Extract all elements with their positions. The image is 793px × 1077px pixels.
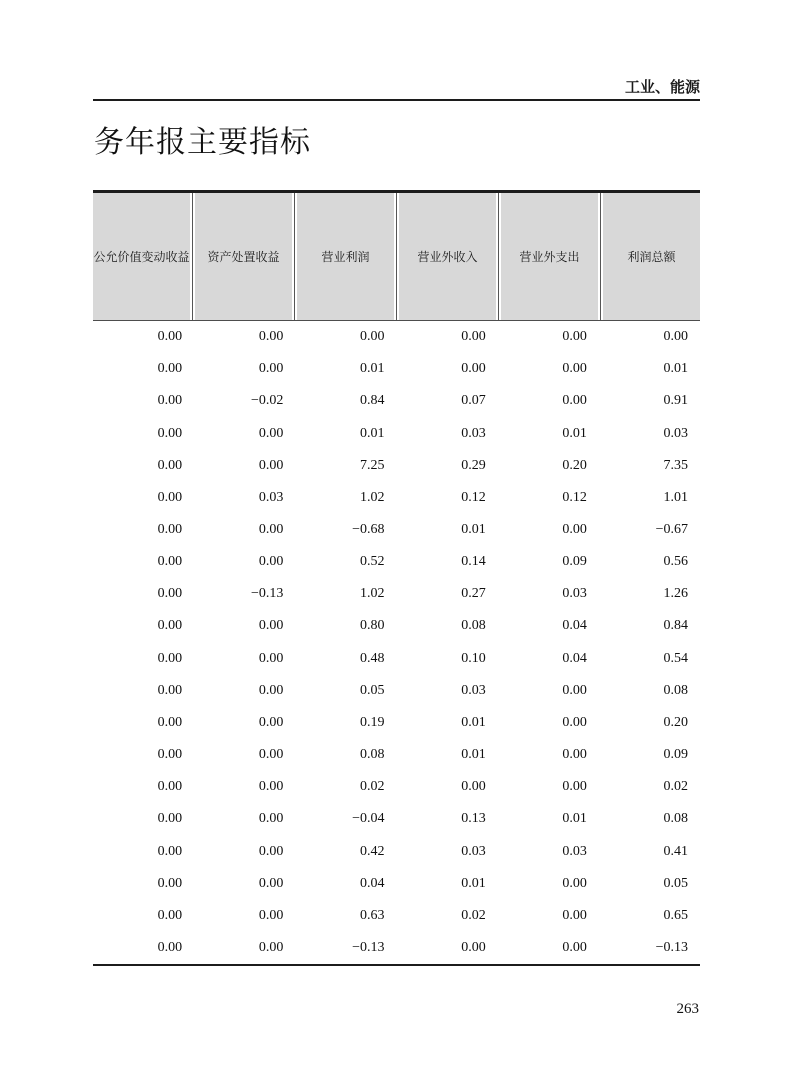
table-cell: 0.48: [360, 650, 385, 666]
table-cell: 0.00: [157, 618, 183, 634]
table-row: [93, 321, 700, 353]
table-row: [93, 514, 700, 546]
table-cell: 0.19: [360, 714, 385, 730]
table-cell: 0.00: [258, 457, 284, 473]
table-row: [93, 739, 700, 771]
table-cell: 0.00: [157, 329, 183, 345]
table-cell: −0.13: [655, 940, 689, 956]
table-cell: 0.00: [562, 747, 587, 763]
table-cell: 0.08: [360, 747, 385, 763]
table-cell: 0.12: [562, 489, 587, 505]
table-cell: 0.03: [461, 682, 486, 698]
table-cell: 0.00: [157, 425, 183, 441]
header-rule: [93, 99, 700, 101]
table-cell: 0.00: [258, 682, 284, 698]
table-cell: 0.00: [157, 554, 183, 570]
table-cell: 0.02: [461, 907, 486, 923]
table-cell: 1.02: [360, 489, 385, 505]
table-cell: 0.00: [562, 393, 587, 409]
table-cell: 0.42: [360, 843, 385, 859]
table-body: [93, 321, 700, 966]
table-cell: 0.00: [157, 489, 183, 505]
table-cell: 0.03: [461, 425, 486, 441]
table-cell: 0.27: [461, 586, 486, 602]
table-cell: 0.10: [461, 650, 486, 666]
table-cell: 0.02: [360, 779, 385, 795]
column-divider: [600, 193, 601, 320]
table-cell: 0.07: [461, 393, 486, 409]
table-cell: 0.00: [157, 393, 183, 409]
table-cell: 0.80: [360, 618, 385, 634]
table-cell: 0.01: [461, 875, 486, 891]
table-cell: 0.56: [663, 554, 689, 570]
column-divider: [294, 193, 295, 320]
table-cell: 0.00: [157, 361, 183, 377]
table-cell: 0.00: [157, 875, 183, 891]
table-cell: 0.00: [562, 875, 587, 891]
table-cell: 0.01: [461, 522, 486, 538]
table-cell: 0.00: [258, 843, 284, 859]
table-cell: 0.00: [258, 747, 284, 763]
table-cell: 0.65: [663, 907, 689, 923]
column-header: 营业利润: [297, 193, 394, 320]
table-cell: 0.00: [157, 747, 183, 763]
column-header: 公允价值变动收益: [93, 193, 190, 320]
table-cell: 0.13: [461, 811, 486, 827]
table-cell: 0.00: [258, 779, 284, 795]
table-cell: 0.00: [258, 329, 284, 345]
running-head: 工业、能源: [624, 79, 700, 96]
table-cell: 0.00: [258, 714, 284, 730]
indicators-table: [93, 190, 700, 966]
table-cell: 0.00: [258, 361, 284, 377]
column-divider: [192, 193, 193, 320]
table-cell: 0.00: [157, 714, 183, 730]
table-cell: 0.04: [562, 618, 587, 634]
table-row: [93, 868, 700, 900]
table-cell: 0.09: [663, 747, 689, 763]
table-cell: 0.04: [562, 650, 587, 666]
table-cell: 0.84: [663, 618, 689, 634]
table-cell: 0.00: [157, 457, 183, 473]
table-cell: 0.00: [157, 907, 183, 923]
table-cell: 0.63: [360, 907, 385, 923]
table-cell: 0.41: [663, 843, 689, 859]
table-row: [93, 385, 700, 417]
table-cell: 0.84: [360, 393, 385, 409]
table-cell: 0.00: [461, 361, 486, 377]
table-cell: 0.00: [157, 811, 183, 827]
table-cell: −0.67: [655, 522, 689, 538]
table-cell: −0.04: [352, 811, 385, 827]
table-cell: 0.00: [258, 875, 284, 891]
table-cell: 0.08: [461, 618, 486, 634]
table-cell: 0.00: [562, 714, 587, 730]
table-cell: 0.00: [157, 522, 183, 538]
table-row: [93, 643, 700, 675]
table-cell: 0.08: [663, 811, 689, 827]
table-cell: 0.00: [157, 586, 183, 602]
table-cell: −0.13: [352, 940, 385, 956]
table-cell: 0.20: [663, 714, 689, 730]
table-cell: 0.01: [461, 714, 486, 730]
table-cell: 0.03: [663, 425, 689, 441]
table-cell: 0.00: [562, 682, 587, 698]
table-cell: 0.03: [461, 843, 486, 859]
table-cell: 0.00: [258, 554, 284, 570]
table-cell: 0.29: [461, 457, 486, 473]
table-cell: 0.02: [663, 779, 689, 795]
table-cell: 0.03: [562, 843, 587, 859]
table-row: [93, 707, 700, 739]
table-cell: 7.25: [360, 457, 385, 473]
table-cell: 0.52: [360, 554, 385, 570]
table-cell: 7.35: [663, 457, 689, 473]
table-cell: 0.09: [562, 554, 587, 570]
table-cell: 0.00: [157, 650, 183, 666]
table-row: [93, 546, 700, 578]
table-cell: 0.00: [461, 779, 486, 795]
table-cell: −0.13: [250, 586, 284, 602]
table-cell: 0.14: [461, 554, 486, 570]
column-header: 营业外支出: [501, 193, 598, 320]
table-row: [93, 675, 700, 707]
column-header: 资产处置收益: [195, 193, 292, 320]
table-row: [93, 417, 700, 449]
table-row: [93, 771, 700, 803]
table-cell: 0.04: [360, 875, 385, 891]
page-title: 务年报主要指标: [94, 126, 311, 159]
column-divider: [396, 193, 397, 320]
table-cell: 0.00: [258, 522, 284, 538]
table-cell: 0.00: [461, 329, 486, 345]
table-cell: 0.08: [663, 682, 689, 698]
table-row: [93, 803, 700, 835]
table-cell: 0.01: [562, 425, 587, 441]
table-row: [93, 578, 700, 610]
table-cell: −0.02: [250, 393, 284, 409]
table-cell: 0.01: [562, 811, 587, 827]
table-cell: 0.20: [562, 457, 587, 473]
table-cell: 0.03: [562, 586, 587, 602]
table-cell: 0.00: [562, 907, 587, 923]
table-cell: 0.00: [258, 425, 284, 441]
table-row: [93, 482, 700, 514]
column-header: 营业外收入: [399, 193, 496, 320]
table-cell: 0.00: [157, 682, 183, 698]
table-cell: 0.05: [360, 682, 385, 698]
table-cell: 0.03: [258, 489, 284, 505]
table-cell: 0.00: [157, 940, 183, 956]
table-row: [93, 900, 700, 932]
table-cell: 0.00: [258, 907, 284, 923]
table-cell: 0.01: [461, 747, 486, 763]
table-cell: 1.01: [663, 489, 689, 505]
table-cell: 0.00: [258, 811, 284, 827]
table-cell: 0.00: [258, 618, 284, 634]
table-cell: 0.01: [360, 425, 385, 441]
table-row: [93, 450, 700, 482]
table-cell: 0.00: [258, 650, 284, 666]
table-cell: 0.00: [157, 843, 183, 859]
table-cell: −0.68: [352, 522, 385, 538]
table-row: [93, 610, 700, 642]
table-cell: 1.26: [663, 586, 689, 602]
table-cell: 0.00: [360, 329, 385, 345]
table-cell: 0.54: [663, 650, 689, 666]
column-header: 利润总额: [603, 193, 700, 320]
table-cell: 0.00: [258, 940, 284, 956]
table-row: [93, 932, 700, 964]
page-number: 263: [676, 1001, 699, 1017]
table-header-row: [93, 190, 700, 321]
table-cell: 0.00: [562, 940, 587, 956]
table-cell: 1.02: [360, 586, 385, 602]
table-cell: 0.12: [461, 489, 486, 505]
table-cell: 0.00: [562, 329, 587, 345]
table-cell: 0.01: [663, 361, 689, 377]
table-row: [93, 353, 700, 385]
table-cell: 0.00: [562, 522, 587, 538]
table-cell: 0.05: [663, 875, 689, 891]
table-cell: 0.00: [663, 329, 689, 345]
masthead: [93, 79, 700, 101]
table-row: [93, 836, 700, 868]
column-divider: [498, 193, 499, 320]
table-cell: 0.00: [562, 779, 587, 795]
table-cell: 0.00: [461, 940, 486, 956]
table-cell: 0.91: [663, 393, 689, 409]
table-cell: 0.00: [562, 361, 587, 377]
table-cell: 0.01: [360, 361, 385, 377]
table-cell: 0.00: [157, 779, 183, 795]
